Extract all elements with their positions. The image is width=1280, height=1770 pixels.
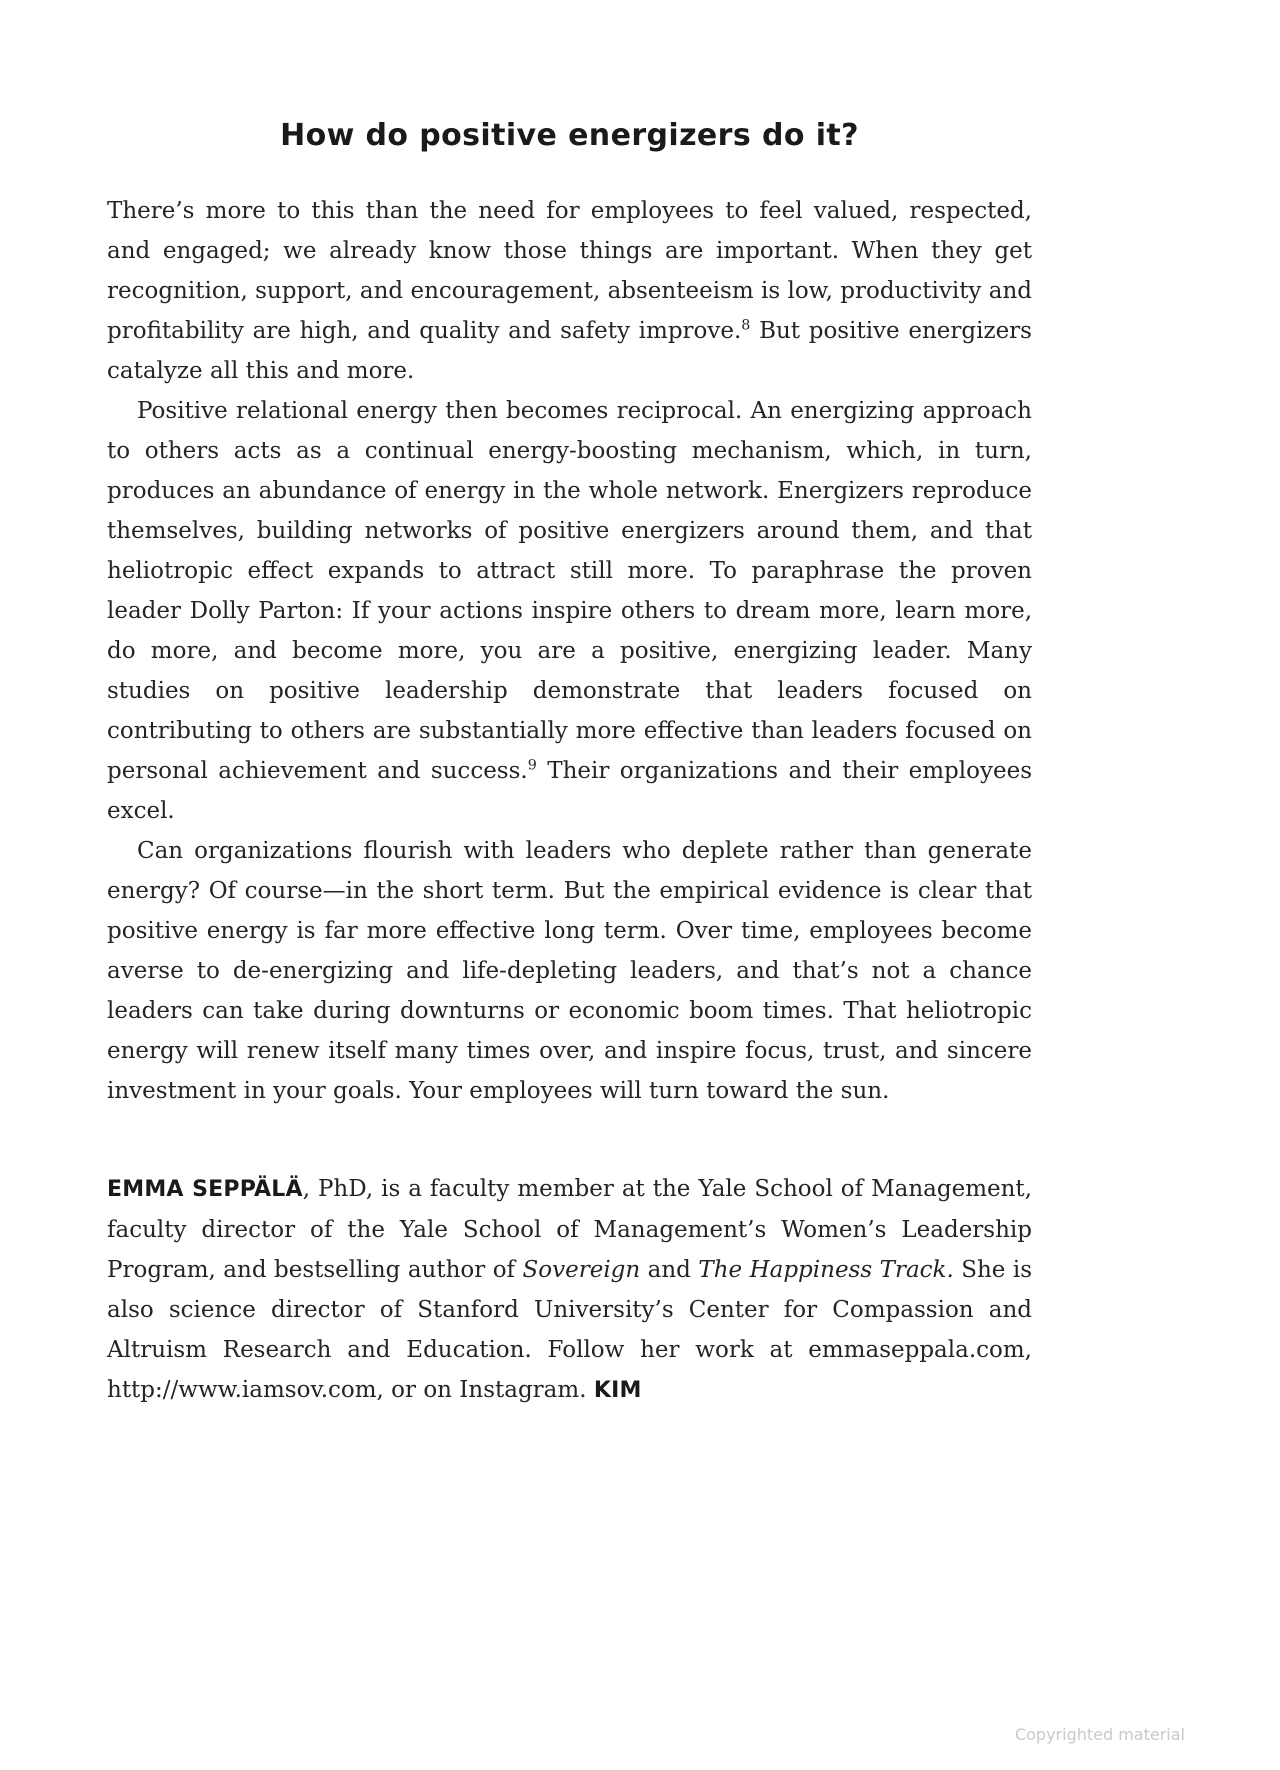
paragraph-1-text: There’s more to this than the need for employees to feel valued, respected, and engaged; we already know those things are important. When they get recognition, support, and encouragement, absenteeism is low, productivity and profitability are high, and quality and safety improve. xyxy=(107,198,1032,344)
bio-text-1: , PhD, is a faculty member at the Yale School of Management, faculty director of the Yale School of Management’s Women’s Leadership Program, and bestselling author of xyxy=(107,1176,1032,1283)
paragraph-2-text-cont: Their organizations and their employees excel. xyxy=(107,758,1032,824)
book-title-happiness-track: The Happiness Track. xyxy=(698,1257,954,1283)
bio-text-3: She is also science director of Stanford University’s Center for Compassion and Altruism Research and Education. Follow her work at emmaseppala.com, http://www.iamsov.com, or on Instagram. xyxy=(107,1257,1033,1403)
paragraph-1-text-cont: But positive energizers catalyze all this and more. xyxy=(107,318,1032,384)
paragraph-2 xyxy=(107,391,1032,831)
text-column xyxy=(107,118,1032,1411)
section-heading: How do positive energizers do it? xyxy=(280,118,859,153)
next-author-name-start: KIM xyxy=(593,1378,642,1403)
author-bio xyxy=(107,1169,1032,1411)
bio-text-2: and xyxy=(640,1257,699,1283)
author-name: EMMA SEPPÄLÄ xyxy=(107,1177,303,1202)
footnote-ref-8: 8 xyxy=(741,317,751,334)
copyright-watermark: Copyrighted material xyxy=(1014,1725,1185,1744)
paragraph-1 xyxy=(107,191,1032,391)
paragraph-2-text: Positive relational energy then becomes reciprocal. An energizing approach to others acts as a continual energy-boosting mechanism, which, in turn, produces an abundance of energy in the whole network. Energizers reproduce themselves, building networks of positive energizers around them, and that heliotropic effect expands to attract still more. To paraphrase the proven leader Dolly Parton: If your actions inspire others to dream more, learn more, do more, and become more, you are a positive, energizing leader. Many studies on positive leadership demonstrate that leaders focused on contributing to others are substantially more effective than leaders focused on personal achievement and success. xyxy=(107,398,1032,784)
footnote-ref-9: 9 xyxy=(527,757,537,774)
book-title-sovereign: Sovereign xyxy=(522,1257,641,1283)
paragraph-3: Can organizations flourish with leaders who deplete rather than generate energy? Of course—in the short term. But the empirical evidence is clear that positive energy is far more effective long term. Over time, employees become averse to de-energizing and life-depleting leaders, and that’s not a chance leaders can take during downturns or economic boom times. That heliotropic energy will renew itself many times over, and inspire focus, trust, and sincere investment in your goals. Your employees will turn toward the sun. xyxy=(107,838,1032,1104)
